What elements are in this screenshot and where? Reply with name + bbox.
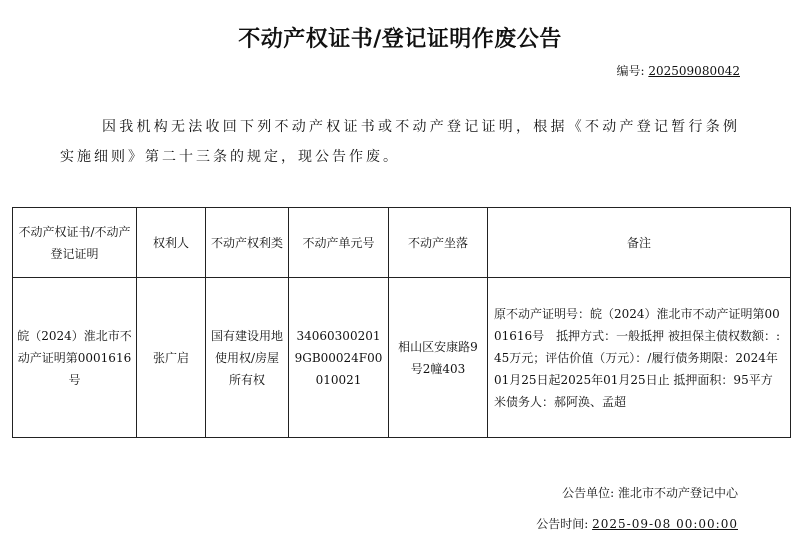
notice-paragraph: 因我机构无法收回下列不动产权证书或不动产登记证明，根据《不动产登记暂行条例实施细则》第二十三条的规定，现公告作废。: [60, 119, 740, 165]
time-value: 2025-09-08 00:00:00: [592, 517, 738, 531]
cell-right-type: 国有建设用地使用权/房屋所有权: [206, 278, 289, 438]
cell-holder: 张广启: [137, 278, 206, 438]
header-holder: 权利人: [137, 208, 206, 278]
footer-unit: [562, 484, 738, 501]
time-label: 公告时间:: [536, 517, 589, 531]
header-certificate: 不动产权证书/不动产登记证明: [13, 208, 137, 278]
serial-label: 编号:: [616, 64, 645, 78]
void-certificate-table: [12, 207, 791, 438]
table-header-row: [13, 208, 791, 278]
header-unit-number: 不动产单元号: [289, 208, 389, 278]
footer-time: [536, 515, 738, 532]
cell-remark: 原不动产证明号：皖（2024）淮北市不动产证明第0001616号 抵押方式：一般抵押 被担保主债权数额：:45万元；评估价值（万元）：/履行债务期限：2024年01月25日起2025年01月25日止 抵押面积：95平方米债务人：郝阿涣、孟超: [488, 278, 791, 438]
table-row: [13, 278, 791, 438]
cell-certificate: 皖（2024）淮北市不动产证明第0001616号: [13, 278, 137, 438]
unit-label: 公告单位:: [562, 486, 615, 500]
serial-number: [617, 62, 741, 79]
cell-location: 相山区安康路9号2幢403: [389, 278, 488, 438]
header-location: 不动产坐落: [389, 208, 488, 278]
serial-value: 202509080042: [648, 64, 740, 78]
page-title: 不动产权证书/登记证明作废公告: [238, 27, 562, 52]
unit-value: 淮北市不动产登记中心: [617, 486, 738, 500]
header-remark: 备注: [488, 208, 791, 278]
header-right-type: 不动产权利类: [206, 208, 289, 278]
cell-unit-number: 340603002019GB00024F00010021: [289, 278, 389, 438]
